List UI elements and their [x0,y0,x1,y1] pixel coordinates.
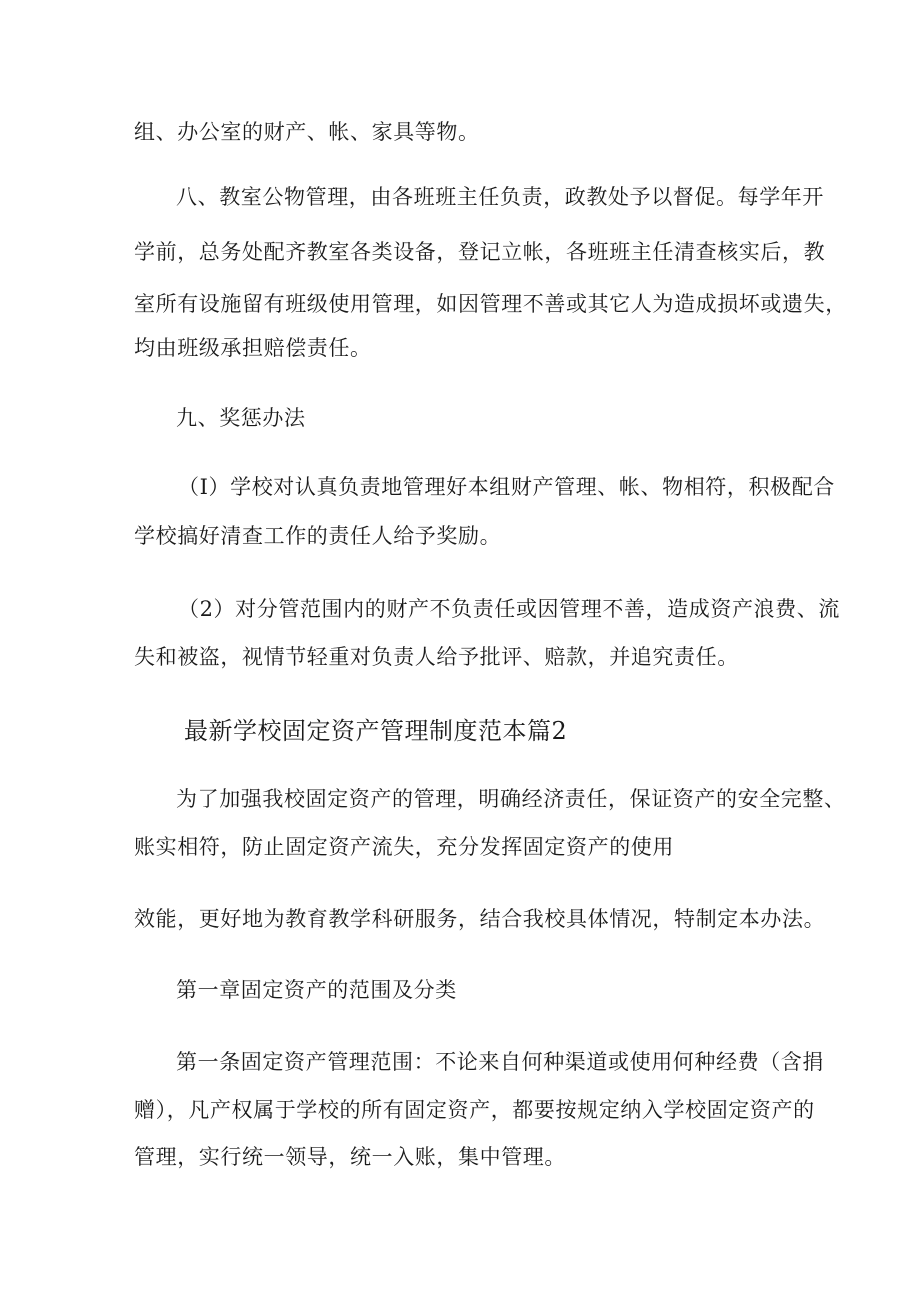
reward-clause-line-1: （I）学校对认真负责地管理好本组财产管理、帐、物相符，积极配合 [178,475,835,499]
intro-line-1: 为了加强我校固定资产的管理，明确经济责任，保证资产的安全完整、 [176,787,846,811]
intro-end-line: 效能，更好地为教育教学科研服务，结合我校具体情况，特制定本办法。 [134,907,826,931]
item-eight-line-1: 八、教室公物管理，由各班班主任负责，政教处予以督促。每学年开 [176,185,824,209]
intro-line-2: 账实相符，防止固定资产流失，充分发挥固定资产的使用 [134,835,674,859]
penalty-clause-line-2: 失和被盗，视情节轻重对负责人给予批评、赔款，并追究责任。 [134,645,739,669]
article-one-line-3: 管理，实行统一领导，统一入账，集中管理。 [134,1145,566,1169]
item-eight-line-2: 学前，总务处配齐教室各类设备，登记立帐，各班班主任清查核实后，教 [134,240,826,264]
article-one-line-2: 赠），凡产权属于学校的所有固定资产，都要按规定纳入学校固定资产的 [134,1098,815,1122]
section-heading: 最新学校固定资产管理制度范本篇2 [184,717,568,745]
item-eight-line-3: 室所有设施留有班级使用管理，如因管理不善或其它人为造成损坏或遗失， [134,292,847,316]
item-eight-line-4: 均由班级承担赔偿责任。 [134,336,372,360]
reward-clause-line-2: 学校搞好清查工作的责任人给予奖励。 [134,524,502,548]
penalty-clause-line-1: （2）对分管范围内的财产不负责任或因管理不善，造成资产浪费、流 [178,597,840,621]
article-one-line-1: 第一条固定资产管理范围：不论来自何种渠道或使用何种经费（含捐 [176,1050,824,1074]
continuation-text: 组、办公室的财产、帐、家具等物。 [134,120,480,144]
item-nine-title: 九、奖惩办法 [176,406,306,430]
chapter-one-title: 第一章固定资产的范围及分类 [176,978,457,1002]
